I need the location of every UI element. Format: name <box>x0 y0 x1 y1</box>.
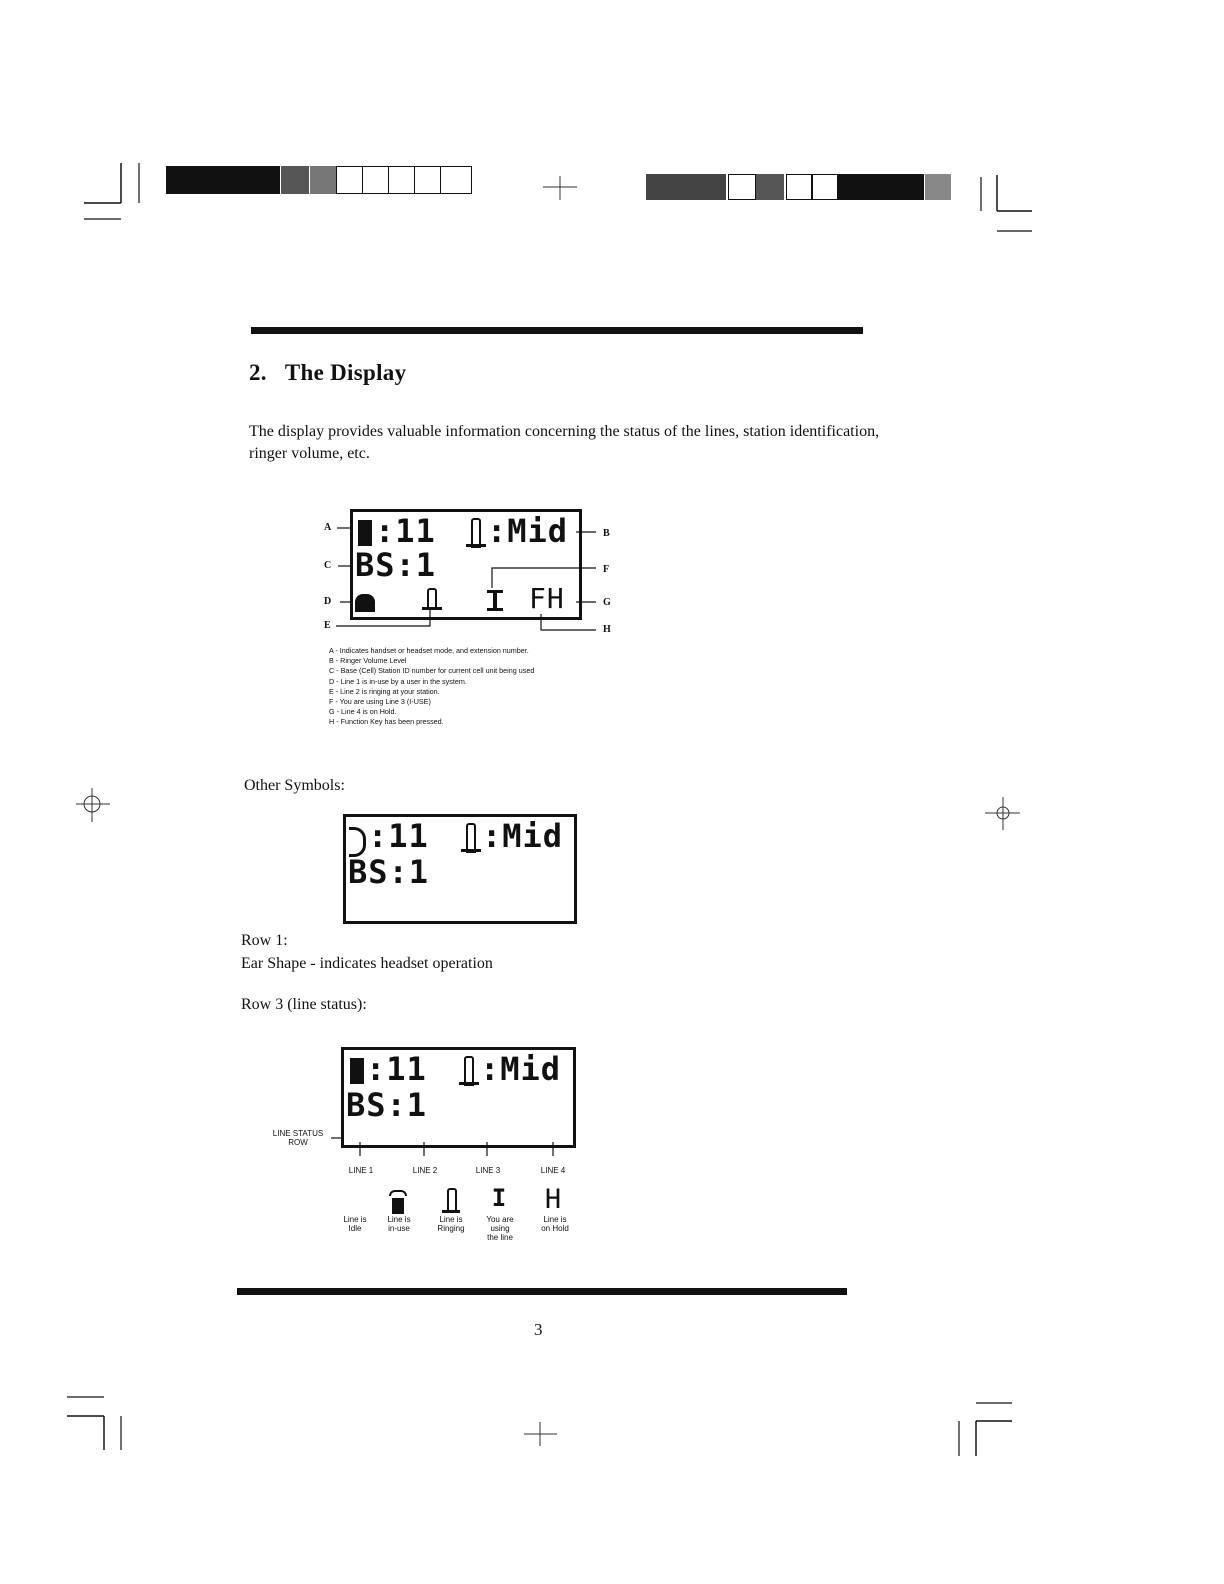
line-status-label-line2: ROW <box>288 1138 308 1147</box>
legend-item: H - Function Key has been pressed. <box>329 717 444 727</box>
status-caption-in-use <box>375 1215 423 1233</box>
line-label-1: LINE 1 <box>348 1166 374 1175</box>
line-label-4: LINE 4 <box>540 1166 566 1175</box>
callout-e: E <box>324 620 331 631</box>
caption-line: in-use <box>388 1224 410 1233</box>
line-status-label <box>258 1129 338 1147</box>
status-caption-ringing <box>427 1215 475 1233</box>
status-caption-using <box>476 1215 524 1242</box>
caption-line: using <box>490 1224 510 1233</box>
base-station-id: BS:1 <box>348 853 430 891</box>
legend-item: B - Ringer Volume Level <box>329 656 407 666</box>
in-use-icon-top <box>389 1190 407 1196</box>
legend-item: A - Indicates handset or headset mode, and extension number. <box>329 646 529 655</box>
page-number: 3 <box>534 1320 543 1339</box>
status-caption-hold <box>531 1215 579 1233</box>
legend-item: G - Line 4 is on Hold. <box>329 707 397 717</box>
legend-item: D - Line 1 is in-use by a user in the system. <box>329 676 467 686</box>
status-caption-idle <box>331 1215 379 1233</box>
in-use-symbol <box>389 1190 407 1214</box>
section-number: 2. <box>249 360 267 385</box>
in-use-icon-body <box>392 1198 404 1214</box>
ringer-volume: :Mid <box>482 817 564 855</box>
row1-description: Ear Shape - indicates headset operation <box>241 955 493 972</box>
base-station-id: BS:1 <box>355 546 437 584</box>
caption-line: Line is <box>543 1215 567 1224</box>
callout-g: G <box>603 597 611 608</box>
callout-d: D <box>324 596 332 607</box>
caption-line: Line is <box>387 1215 411 1224</box>
callout-b: B <box>603 528 610 539</box>
bell-icon-base <box>442 1210 460 1213</box>
legend-item: F - You are using Line 3 (I-USE) <box>329 697 431 707</box>
ringer-volume: :Mid <box>480 1050 562 1088</box>
extension-number: :11 <box>375 512 436 550</box>
function-hold-indicator: FH <box>529 582 565 615</box>
intro-paragraph: The display provides valuable information concerning the status of the lines, station identification, ringer volume, etc. <box>249 423 880 462</box>
row1-heading: Row 1: <box>241 932 288 949</box>
caption-line: Idle <box>348 1224 362 1233</box>
line-label-3: LINE 3 <box>475 1166 501 1175</box>
callout-c: C <box>324 560 332 571</box>
callout-h: H <box>603 624 611 635</box>
bottom-rule <box>237 1288 847 1295</box>
ringing-symbol <box>442 1188 460 1214</box>
caption-line: Line is <box>439 1215 463 1224</box>
callout-f: F <box>603 564 610 575</box>
extension-number: :11 <box>368 817 429 855</box>
caption-line: Line is <box>343 1215 367 1224</box>
legend-item: C - Base (Cell) Station ID number for current cell unit being used <box>329 666 535 676</box>
extension-number: :11 <box>366 1050 427 1088</box>
caption-line: the line <box>487 1233 513 1242</box>
ringer-volume: :Mid <box>487 512 569 550</box>
line-label-2: LINE 2 <box>412 1166 438 1175</box>
caption-line: You are <box>486 1215 514 1224</box>
caption-line: on Hold <box>541 1224 569 1233</box>
base-station-id: BS:1 <box>346 1086 428 1124</box>
hold-symbol: H <box>544 1184 562 1215</box>
row3-heading: Row 3 (line status): <box>241 996 367 1013</box>
other-symbols-heading: Other Symbols: <box>244 777 345 794</box>
line-status-label-line1: LINE STATUS <box>272 1129 324 1138</box>
legend-item: E - Line 2 is ringing at your station. <box>329 686 440 696</box>
section-title: The Display <box>284 360 407 385</box>
caption-line: Ringing <box>437 1224 465 1233</box>
using-line-symbol: I <box>491 1184 507 1212</box>
bell-icon <box>447 1188 457 1212</box>
callout-a: A <box>324 522 332 533</box>
